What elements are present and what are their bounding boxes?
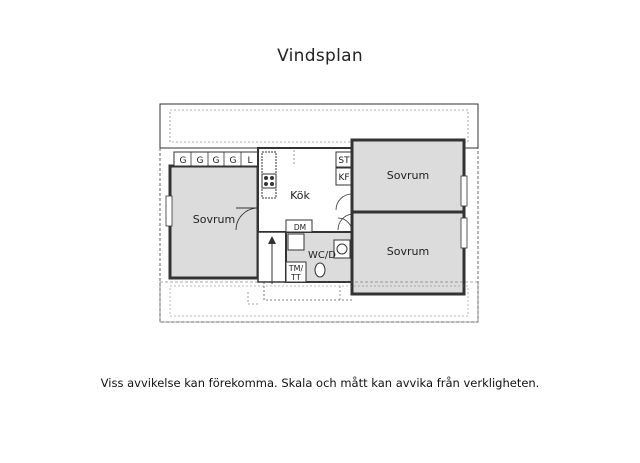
wardrobe-label: G <box>229 156 237 166</box>
label-sovrum-top-right: Sovrum <box>386 169 430 182</box>
toilet-icon <box>315 263 325 277</box>
label-sovrum-bottom-right: Sovrum <box>386 245 430 258</box>
dm-label: DM <box>293 223 307 232</box>
stove-icon <box>262 174 276 188</box>
wardrobe-label: G <box>179 156 187 166</box>
plan-title: Vindsplan <box>277 46 363 66</box>
wardrobe-row <box>174 152 258 166</box>
tt-label: TT <box>291 273 301 282</box>
kf-label: KF <box>338 173 350 183</box>
label-kok: Kök <box>290 189 310 202</box>
wardrobe-label: L <box>247 156 253 166</box>
wardrobe-label: G <box>196 156 204 166</box>
label-sovrum-left: Sovrum <box>192 213 236 226</box>
label-wc: WC/D <box>308 250 336 261</box>
disclaimer-text: Viss avvikelse kan förekomma. Skala och mått kan avvika från verkligheten. <box>100 376 540 390</box>
tm-label: TM/ <box>288 264 304 273</box>
wardrobe-label: G <box>212 156 220 166</box>
st-label: ST <box>338 156 350 166</box>
